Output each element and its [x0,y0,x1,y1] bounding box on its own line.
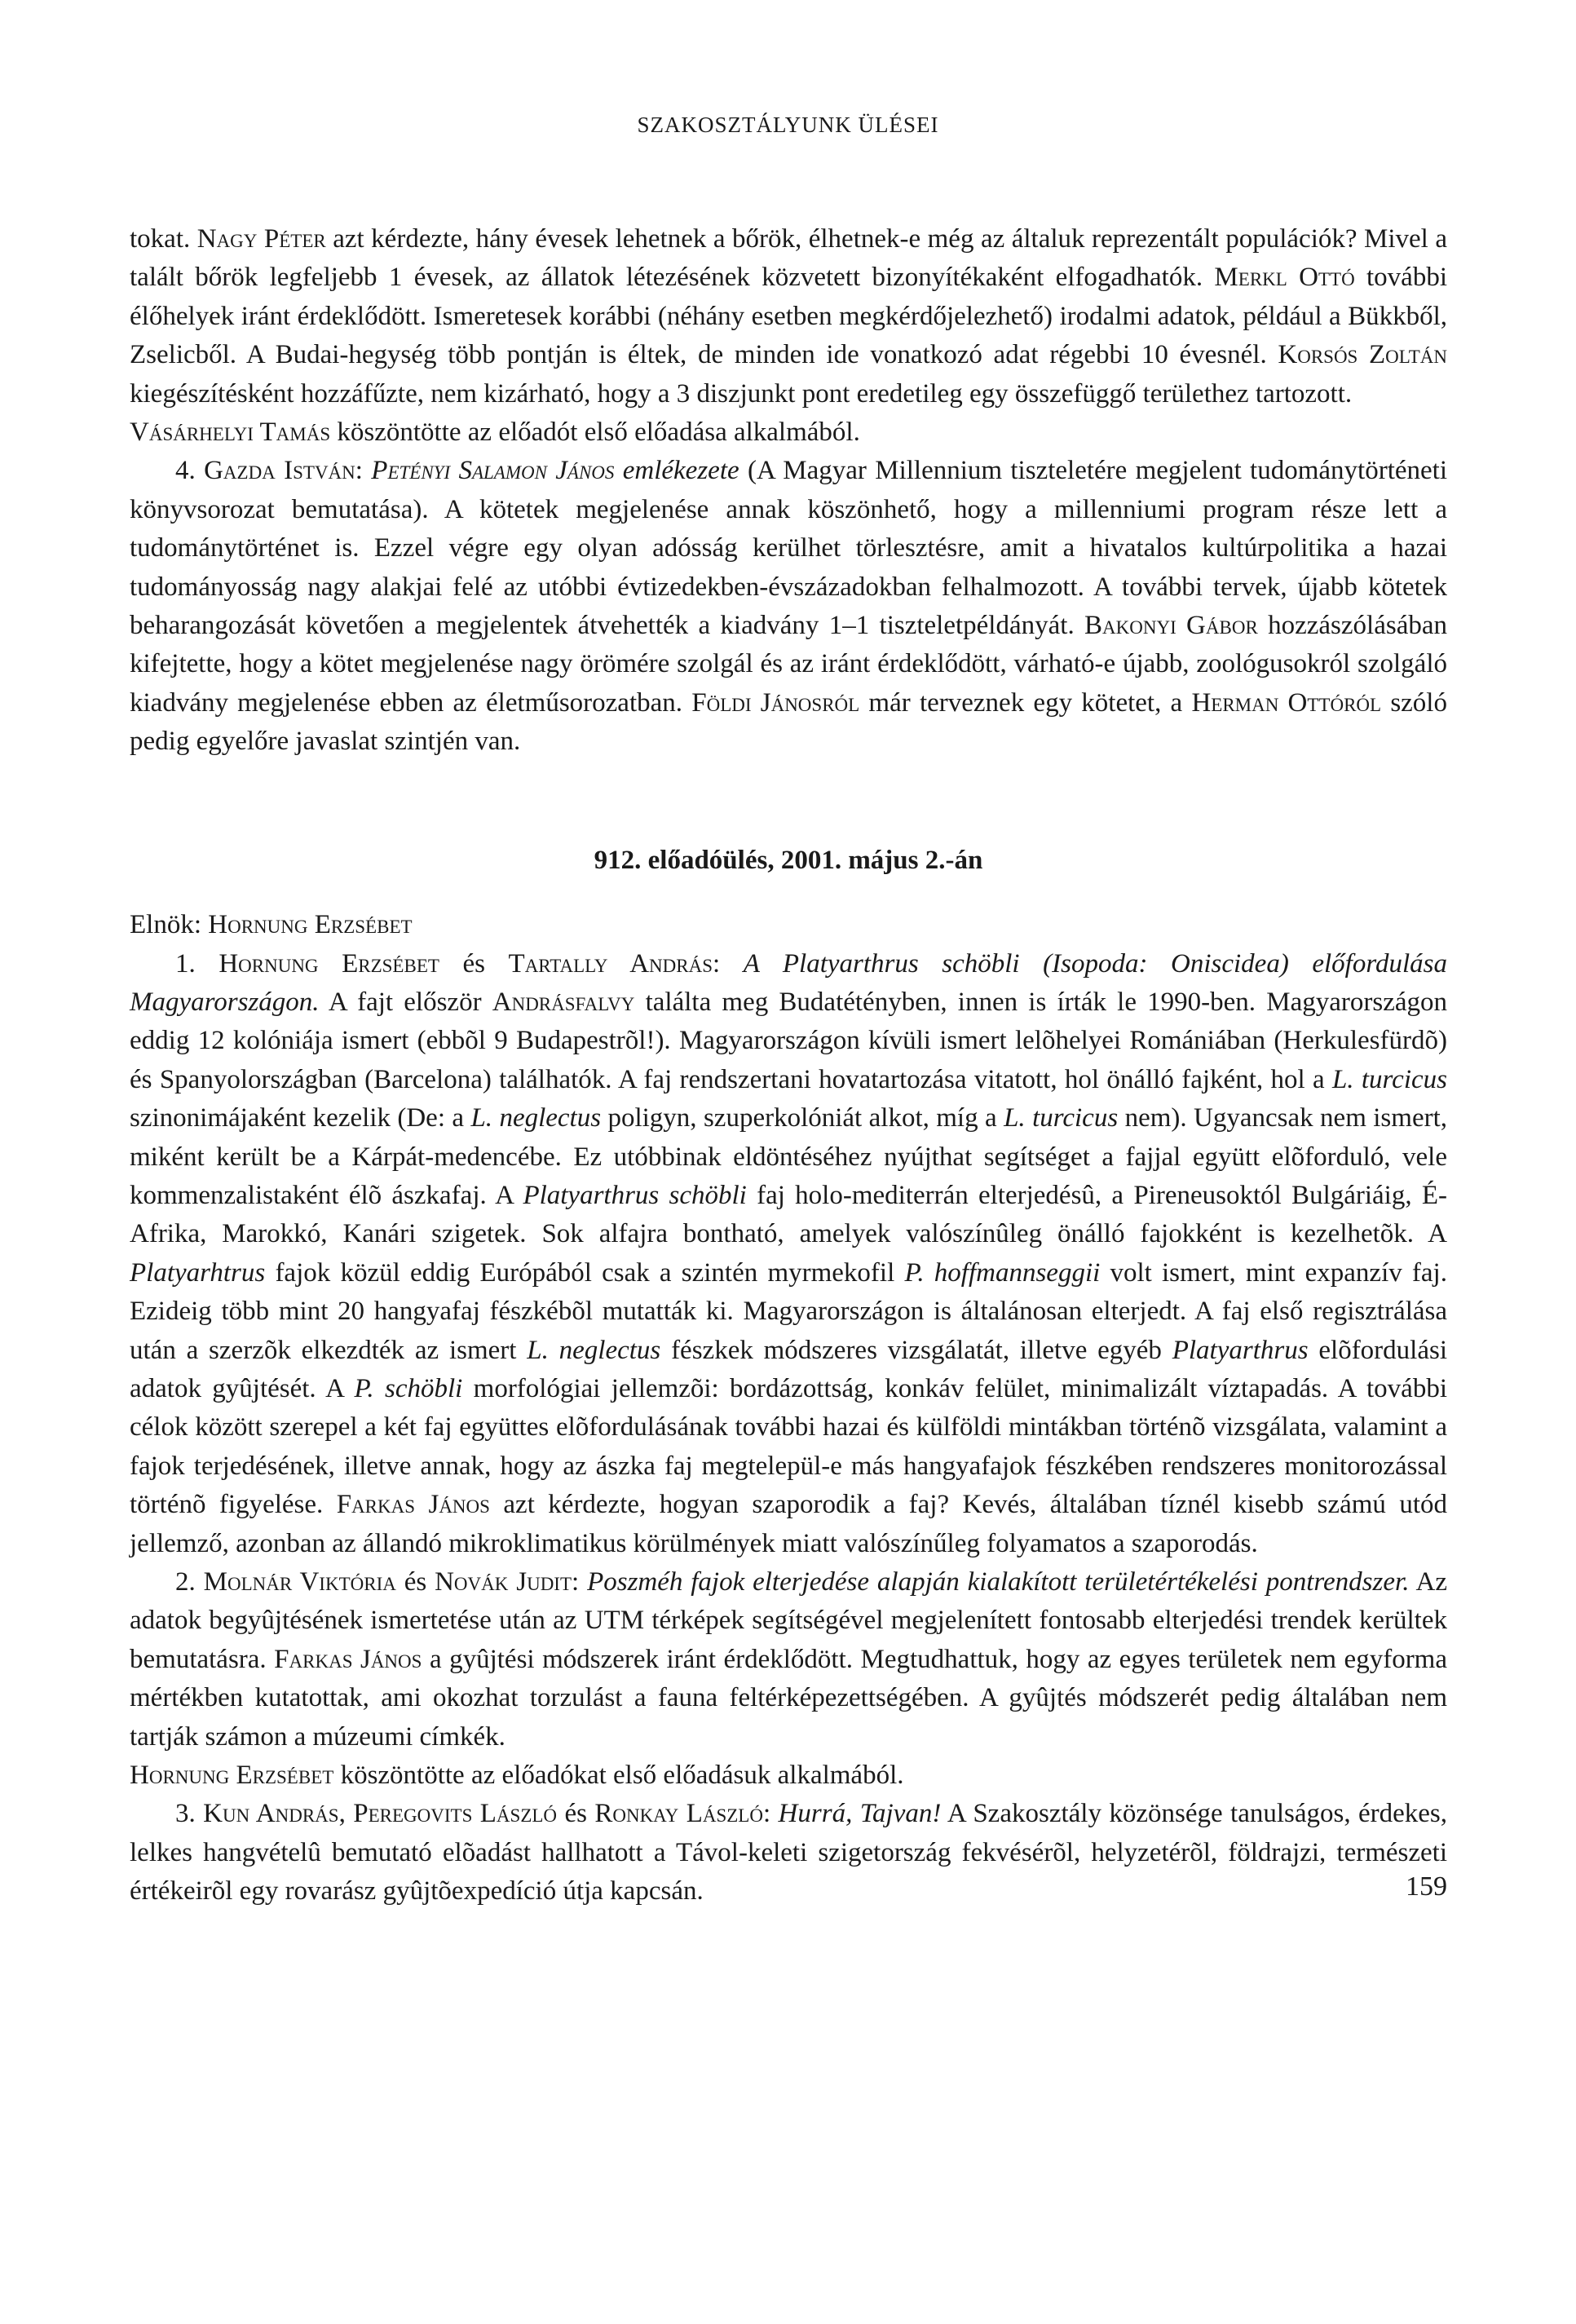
person-name: Hornung Erzsébet [219,948,439,979]
person-name: Ronkay László [594,1799,763,1829]
paragraph-talk-2: 2. Molnár Viktória és Novák Judit: Poszméh fajok elterjedése alapján kialakított területértékelési pontrendszer. Az adatok begyûjtésének ismertetése után az UTM térképek segítségével megjelenített fontosabb elterjedési trendek kerültek bemutatásra. Farkas János a gyûjtési módszerek iránt érdeklődött. Megtudhattuk, hogy az egyes területek nem egyforma mértékben kutatottak, ami okozhat torzulást a fauna feltérképezettségében. A gyûjtés módszerét pedig általában nem tartják számon a múzeumi címkék. [130,1567,1447,1752]
person-name: Vásárhelyi Tamás [130,418,331,448]
person-name: Földi Jánosról [691,687,860,718]
person-name: Farkas János [274,1644,422,1674]
session-chair: Elnök: Hornung Erzsébet [130,910,413,940]
paragraph-greeting-1: Vásárhelyi Tamás köszöntötte az előadót első előadása alkalmából. [130,418,860,448]
person-name: Tartally András [508,948,713,979]
person-name: Peregovits László [353,1799,558,1829]
person-name: Gazda István [204,456,355,486]
talk-title: Petényi Salamon János [371,456,615,486]
person-name: Merkl Ottó [1214,263,1355,293]
person-name: Farkas János [336,1490,490,1520]
person-name: Kun András [203,1799,339,1829]
paragraph-talk-1: 1. Hornung Erzsébet és Tartally András: A Platyarthrus schöbli (Isopoda: Oniscidea) előfordulása Magyarországon. A fajt először Andrásfalvy találta meg Budatétényben, innen is írták le 1990-ben. Magyarországon eddig 12 kolóniája ismert (ebbõl 9 Budapestrõl!). Magyarországon kívüli ismert lelõhelyei Romániában (Herkulesfürdõ) és Spanyolországban (Barcelona) találhatók. A faj rendszertani hovatartozása vitatott, hol önálló fajként, hol a L. turcicus szinonimájaként kezelik (De: a L. neglectus poligyn, szuperkolóniát alkot, míg a L. turcicus nem). Ugyancsak nem ismert, miként került be a Kárpát-medencébe. Ez utóbbinak eldöntéséhez nyújthat segítséget a fajjal együtt elõforduló, vele kommenzalistaként élõ ászkafaj. A Platyarthrus schöbli faj holo-mediterrán elterjedésû, a Pireneusoktól Bulgáriáig, É-Afrika, Marokkó, Kanári szigetek. Sok alfajra bontható, amelyek valószínûleg önálló fajokként is kezelhetõk. A Platyarhtrus fajok közül eddig Európából csak a szintén myrmekofil P. hoffmannseggii volt ismert, mint expanzív faj. Ezideig több mint 20 hangyafaj fészkébõl mutatták ki. Magyarországon is általánosan elterjedt. A faj első regisztrálása után a szerzõk elkezdték az ismert L. neglectus fészkek módszeres vizsgálatát, illetve egyéb Platyarthrus elõfordulási adatok gyûjtését. A P. schöbli morfológiai jellemzõi: bordázottság, konkáv felület, minimalizált víztapadás. A további célok között szerepel a két faj együttes elõfordulásának további hazai és külföldi mintákban történõ vizsgálata, valamint a fajok terjedésének, illetve annak, hogy az ászka faj megtelepül-e más hangyafajok fészkében rendszeres monitorozással történõ figyelése. Farkas János azt kérdezte, hogyan szaporodik a faj? Kevés, általában tíznél kisebb számú utód jellemző, azonban az állandó mikroklimatikus körülmények miatt valószínűleg folyamatos a szaporodás. [130,948,1448,1558]
running-head: SZAKOSZTÁLYUNK ÜLÉSEI [637,113,939,137]
session-title: 912. előadóülés, 2001. május 2.-án [594,845,983,875]
talk-title: Poszméh fajok elterjedése alapján kialakított területértékelési pontrendszer. [587,1567,1410,1597]
page-body [130,220,1447,1911]
person-name: Hornung Erzsébet [130,1761,334,1791]
talk-title: A Platyarthrus schöbli (Isopoda: Oniscidea) előfordulása Magyarországon. [130,948,1447,1017]
person-name: Andrásfalvy [492,987,635,1017]
page-number: 159 [1406,1871,1447,1902]
person-name: Nagy Péter [196,224,326,254]
person-name: Molnár Viktória [203,1567,396,1597]
paragraph-greeting-2: Hornung Erzsébet köszöntötte az előadókat első előadásuk alkalmából. [130,1761,904,1791]
person-name: Bakonyi Gábor [1084,611,1258,641]
paragraph-talk-4: 4. Gazda István: Petényi Salamon János emlékezete (A Magyar Millennium tiszteletére megjelent tudománytörténeti könyvsorozat bemutatása). A kötetek megjelenése annak köszönhető, hogy a millenniumi program része lett a tudománytörténet is. Ezzel végre egy olyan adósság kerülhet törlesztésre, amit a hivatalos kultúrpolitika a hazai tudományosság nagy alakjai felé az utóbbi évtizedekben-évszázadokban felhalmozott. A további tervek, újabb kötetek beharangozását követően a megjelentek átvehették a kiadvány 1–1 tiszteletpéldányát. Bakonyi Gábor hozzászólásában kifejtette, hogy a kötet megjelenése nagy örömére szolgál és az iránt érdeklődött, várható-e újabb, zoológusokról szolgáló kiadvány megjelenése ebben az életműsorozatban. Földi Jánosról már terveznek egy kötetet, a Herman Ottóról szóló pedig egyelőre javaslat szintjén van. [130,456,1448,757]
person-name: Korsós Zoltán [1278,340,1447,370]
talk-title: Hurrá, Tajvan! [778,1799,942,1829]
person-name: Novák Judit [435,1567,572,1597]
person-name: Herman Ottóról [1191,687,1382,718]
paragraph-discussion-1: tokat. Nagy Péter azt kérdezte, hány évesek lehetnek a bőrök, élhetnek-e még az általuk reprezentált populációk? Mivel a talált bőrök legfeljebb 1 évesek, az állatok létezésének közvetett bizonyítékaként elfogadhatók. Merkl Ottó további élőhelyek iránt érdeklődött. Ismeretesek korábbi (néhány esetben megkérdőjelezhető) irodalmi adatok, például a Bükkből, Zselicből. A Budai-hegység több pontján is éltek, de minden ide vonatkozó adat régebbi 10 évesnél. Korsós Zoltán kiegészítésként hozzáfűzte, nem kizárható, hogy a 3 diszjunkt pont eredetileg egy összefüggő területhez tartozott. [130,224,1447,409]
paragraph-talk-3: 3. Kun András, Peregovits László és Ronkay László: Hurrá, Tajvan! A Szakosztály közönsége tanulságos, érdekes, lelkes hangvételû bemutató elõadást hallhatott a Távol-keleti szigetország fekvésérõl, helyzetérõl, földrajzi, természeti értékeirõl egy rovarász gyûjtõexpedíció útja kapcsán. [130,1799,1448,1906]
person-name: Hornung Erzsébet [208,910,413,940]
